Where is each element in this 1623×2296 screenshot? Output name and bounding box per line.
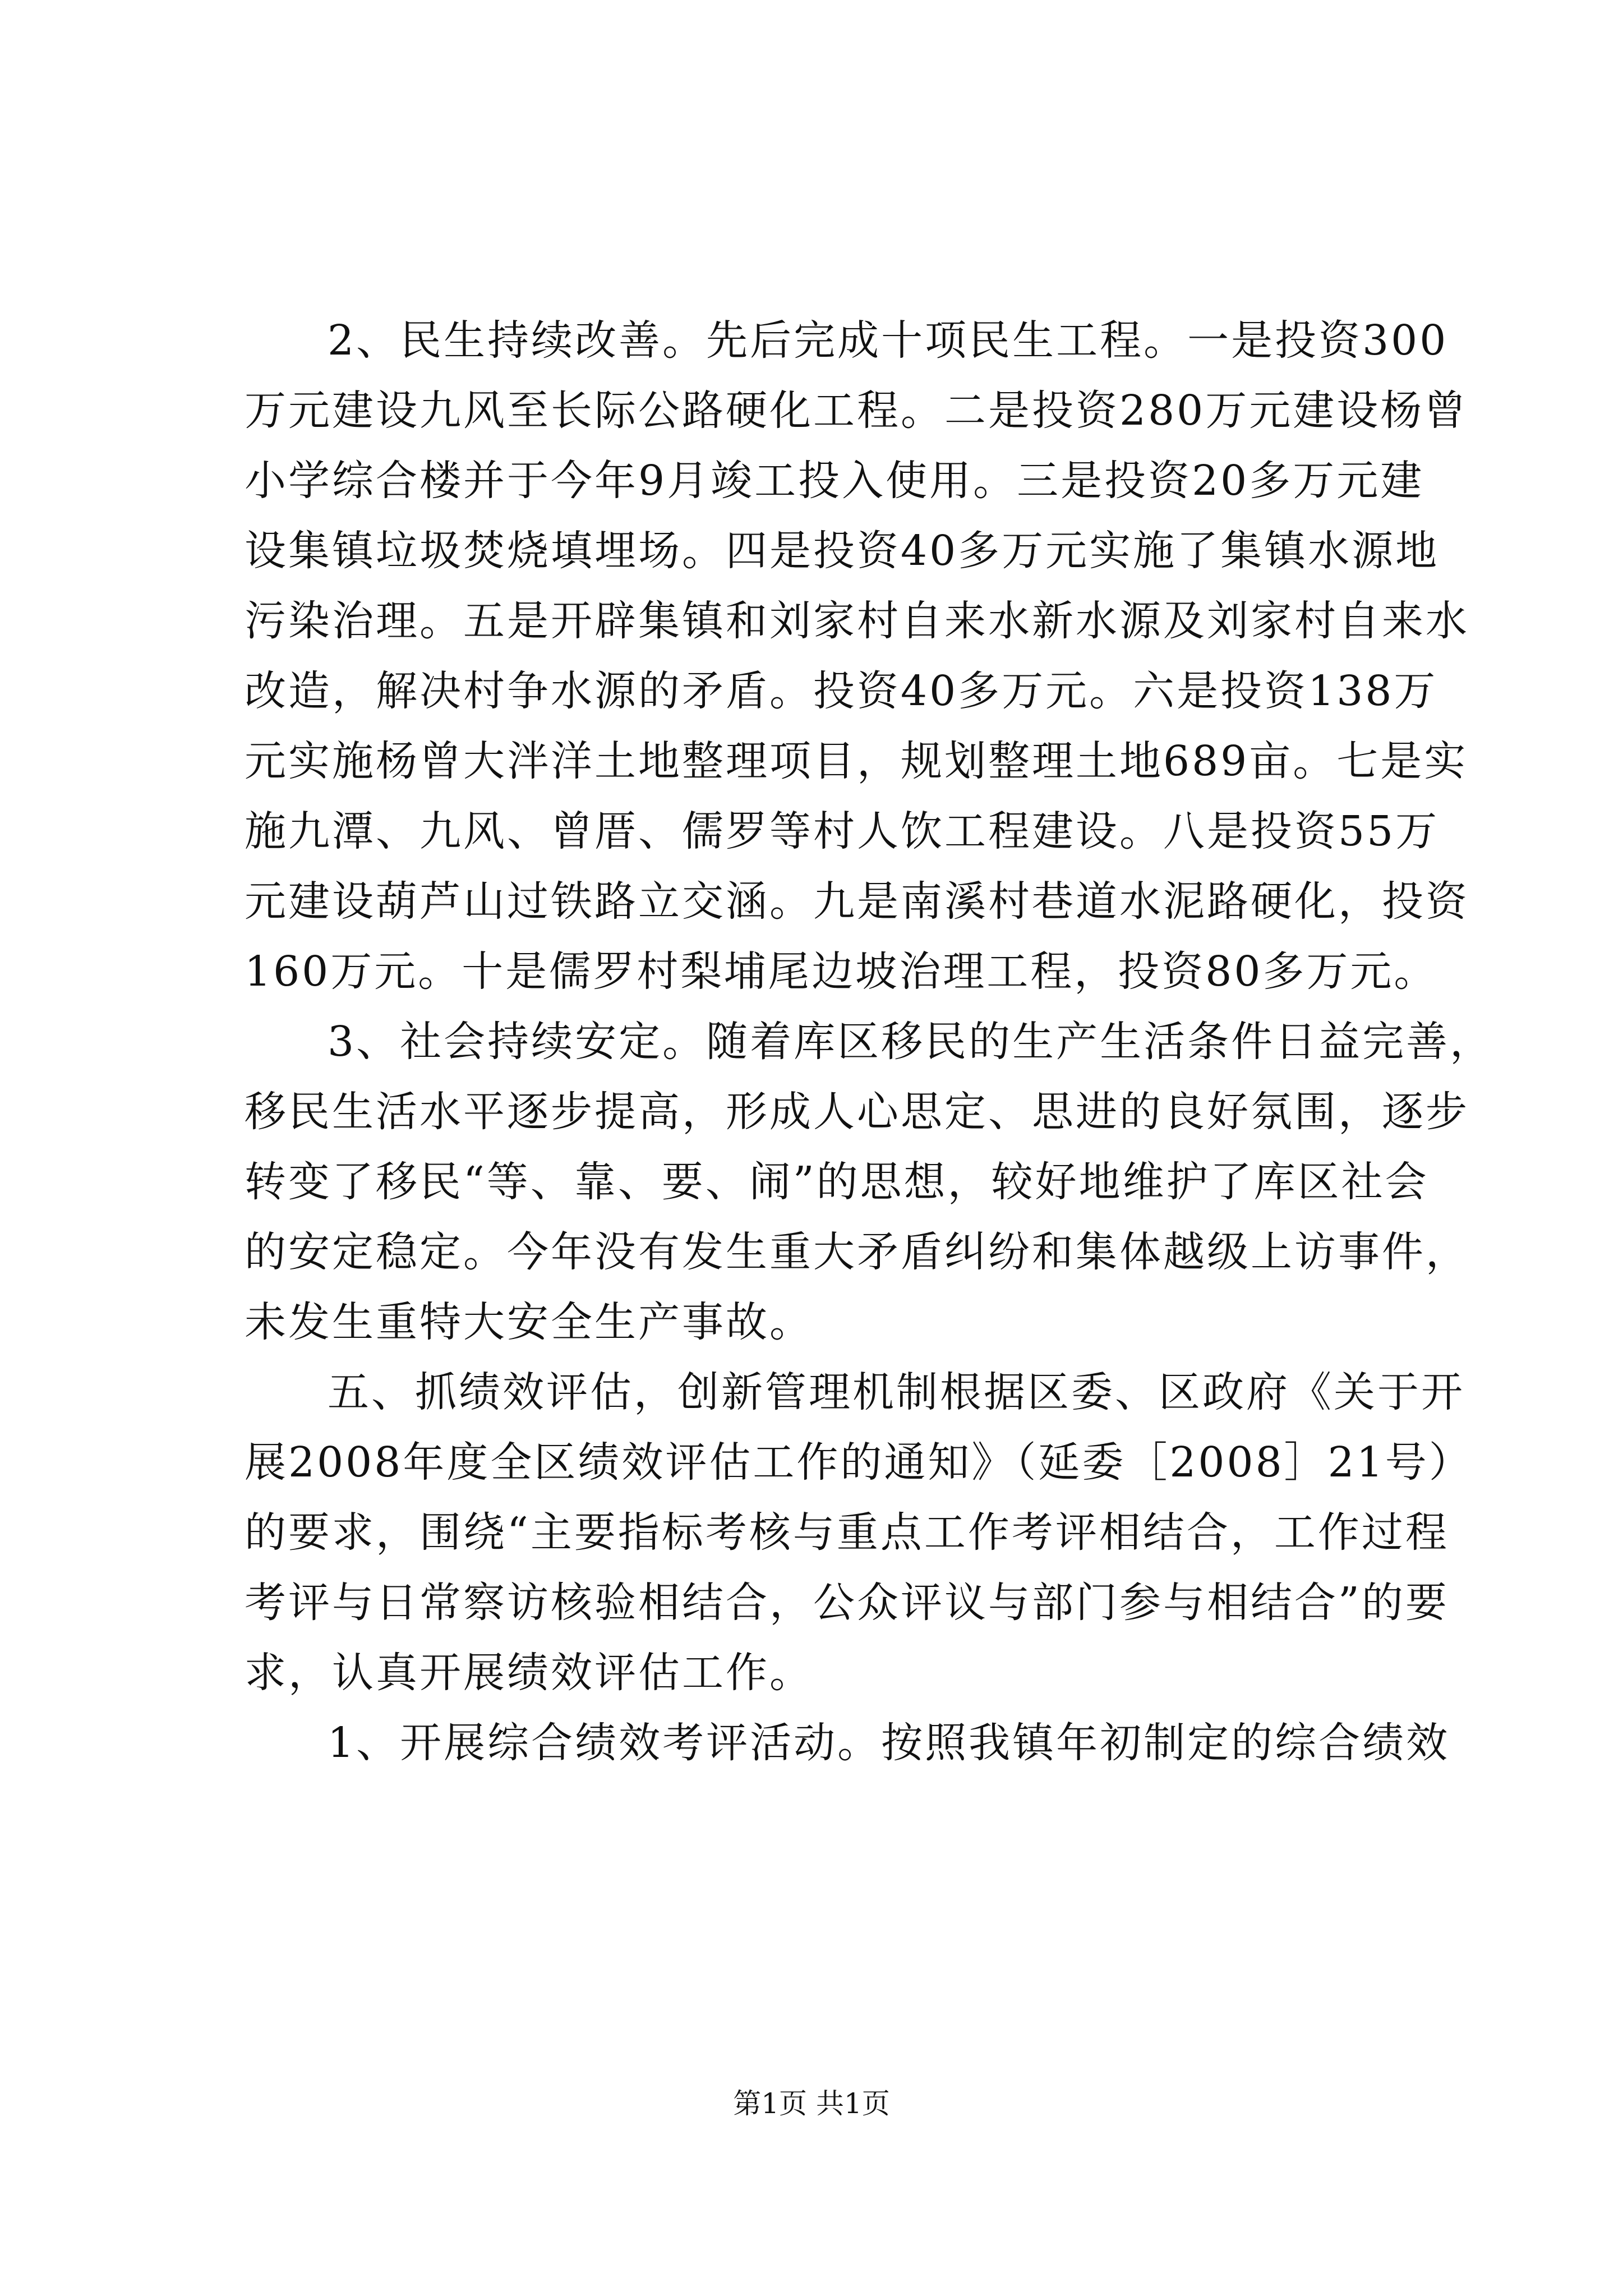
text-line: 万元建设九风至长际公路硬化工程。二是投资280万元建设杨曾 — [245, 386, 1468, 435]
text-line: 污染治理。五是开辟集镇和刘家村自来水新水源及刘家村自来水 — [245, 597, 1469, 645]
text-line: 施九潭、九风、曾厝、儒罗等村人饮工程建设。八是投资55万 — [245, 807, 1440, 855]
text-line: 160万元。十是儒罗村梨埔尾边坡治理工程，投资80多万元。 — [245, 947, 1438, 996]
text-line: 元建设葫芦山过铁路立交涵。九是南溪村巷道水泥路硬化，投资 — [245, 877, 1469, 926]
paragraph-social-stability — [245, 1007, 1494, 1358]
text-line: 的安定稳定。今年没有发生重大矛盾纠纷和集体越级上访事件， — [245, 1228, 1469, 1276]
text-line: 设集镇垃圾焚烧填埋场。四是投资40多万元实施了集镇水源地 — [245, 527, 1440, 575]
paragraph-comprehensive-evaluation — [245, 1708, 1450, 1778]
text-line: 求，认真开展绩效评估工作。 — [245, 1649, 813, 1697]
text-line: 转变了移民“等、靠、要、闹”的思想，较好地维护了库区社会 — [245, 1158, 1429, 1206]
text-line: 1、开展综合绩效考评活动。按照我镇年初制定的综合绩效 — [328, 1719, 1450, 1767]
text-line: 2、民生持续改善。先后完成十项民生工程。一是投资300 — [328, 316, 1449, 365]
text-line: 展2008年度全区绩效评估工作的通知》（延委［2008］21号） — [245, 1438, 1473, 1487]
text-line: 3、社会持续安定。随着库区移民的生产生活条件日益完善， — [328, 1018, 1494, 1066]
text-line: 小学综合楼并于今年9月竣工投入使用。三是投资20多万元建 — [245, 457, 1424, 505]
text-line: 移民生活水平逐步提高，形成人心思定、思进的良好氛围，逐步 — [245, 1088, 1469, 1136]
text-line: 考评与日常察访核验相结合，公众评议与部门参与相结合”的要 — [245, 1579, 1449, 1627]
text-line: 改造，解决村争水源的矛盾。投资40多万元。六是投资138万 — [245, 667, 1438, 715]
text-line: 五、抓绩效评估，创新管理机制根据区委、区政府《关于开 — [328, 1368, 1465, 1416]
page-footer: 第1页 共1页 — [733, 2087, 890, 2120]
text-line: 未发生重特大安全生产事故。 — [245, 1298, 813, 1346]
document-body — [245, 306, 1494, 1778]
text-line: 元实施杨曾大泮洋土地整理项目，规划整理土地689亩。七是实 — [245, 737, 1468, 785]
paragraph-livelihood — [245, 306, 1469, 1007]
paragraph-performance-evaluation — [245, 1358, 1473, 1708]
text-line: 的要求，围绕“主要指标考核与重点工作考评相结合，工作过程 — [245, 1508, 1449, 1557]
